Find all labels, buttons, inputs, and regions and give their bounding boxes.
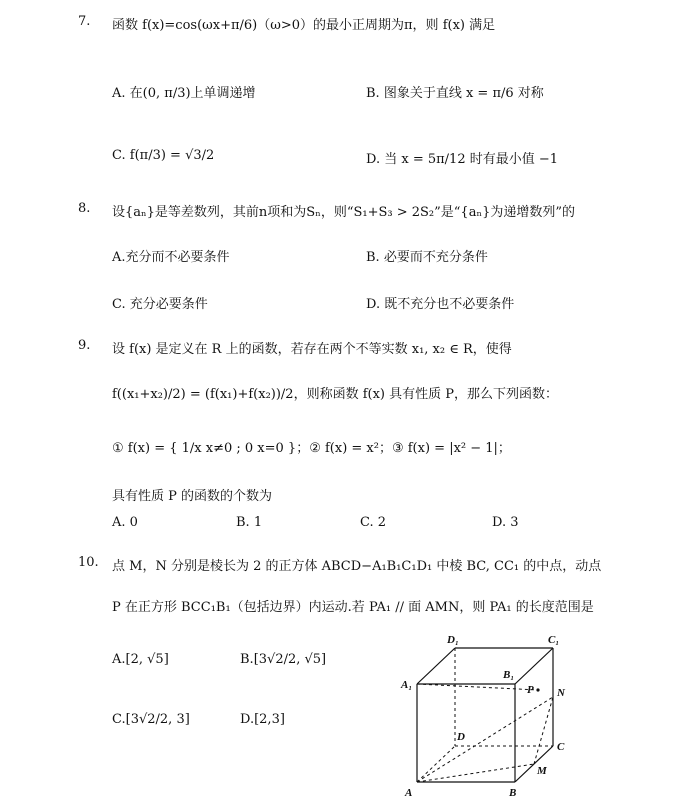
label-b1: B₁ xyxy=(503,669,515,681)
label-d1: D₁ xyxy=(447,634,459,646)
property-definition: f((x₁+x₂)/2) = (f(x₁)+f(x₂))/2，则称函数 f(x) 具有性质 P，那么下列函数： xyxy=(112,387,558,402)
option-a: A. 在(0, π/3)上单调递增 xyxy=(112,86,256,101)
option-c: C. 2 xyxy=(360,515,387,530)
question-number: 7. xyxy=(78,14,91,29)
option-a: A. 0 xyxy=(112,515,138,530)
question-number: 9. xyxy=(78,338,91,353)
option-d: D.[2,3] xyxy=(240,712,285,727)
option-d: D. 3 xyxy=(492,515,519,530)
option-c: C. f(π/3) = √3/2 xyxy=(112,148,215,163)
cube-figure xyxy=(395,632,580,802)
option-b: B. 图象关于直线 x = π/6 对称 xyxy=(366,86,544,101)
question-stem: 设 f(x) 是定义在 R 上的函数，若存在两个不等实数 x₁, x₂ ∈ R，使得 xyxy=(112,342,512,357)
option-b: B.[3√2/2, √5] xyxy=(240,652,327,667)
option-a: A.[2, √5] xyxy=(112,652,169,667)
label-c: C xyxy=(557,741,565,753)
label-a1: A₁ xyxy=(401,679,413,691)
question-stem-continued: P 在正方形 BCC₁B₁（包括边界）内运动.若 PA₁ // 面 AMN，则 PA₁ 的长度范围是 xyxy=(112,600,594,615)
label-a: A xyxy=(405,787,413,799)
option-b: B. 1 xyxy=(236,515,263,530)
label-p: P xyxy=(527,684,534,696)
option-d: D. 既不充分也不必要条件 xyxy=(366,297,515,312)
label-m: M xyxy=(537,765,547,777)
question-number: 10. xyxy=(78,555,99,570)
option-a: A.充分而不必要条件 xyxy=(112,250,230,265)
label-c1: C₁ xyxy=(548,634,560,646)
option-c: C.[3√2/2, 3] xyxy=(112,712,190,727)
question-number: 8. xyxy=(78,201,91,216)
question-stem: 点 M，N 分别是棱长为 2 的正方体 ABCD−A₁B₁C₁D₁ 中棱 BC, CC₁ 的中点，动点 xyxy=(112,559,602,574)
option-c: C. 充分必要条件 xyxy=(112,297,208,312)
option-b: B. 必要而不充分条件 xyxy=(366,250,488,265)
label-n: N xyxy=(557,687,565,699)
question-stem: 设{aₙ}是等差数列，其前n项和为Sₙ，则“S₁+S₃ > 2S₂”是“{aₙ}为递增数列”的 xyxy=(112,205,575,220)
label-d: D xyxy=(457,731,465,743)
label-b: B xyxy=(509,787,517,799)
option-d: D. 当 x = 5π/12 时有最小值 −1 xyxy=(366,152,559,167)
question-prompt: 具有性质 P 的函数的个数为 xyxy=(112,489,273,504)
function-list: ① f(x) = { 1/x x≠0 ; 0 x=0 }；② f(x) = x²；③ f(x) = |x² − 1|； xyxy=(112,441,511,456)
question-stem: 函数 f(x)=cos(ωx+π/6)（ω>0）的最小正周期为π，则 f(x) 满足 xyxy=(112,18,496,33)
